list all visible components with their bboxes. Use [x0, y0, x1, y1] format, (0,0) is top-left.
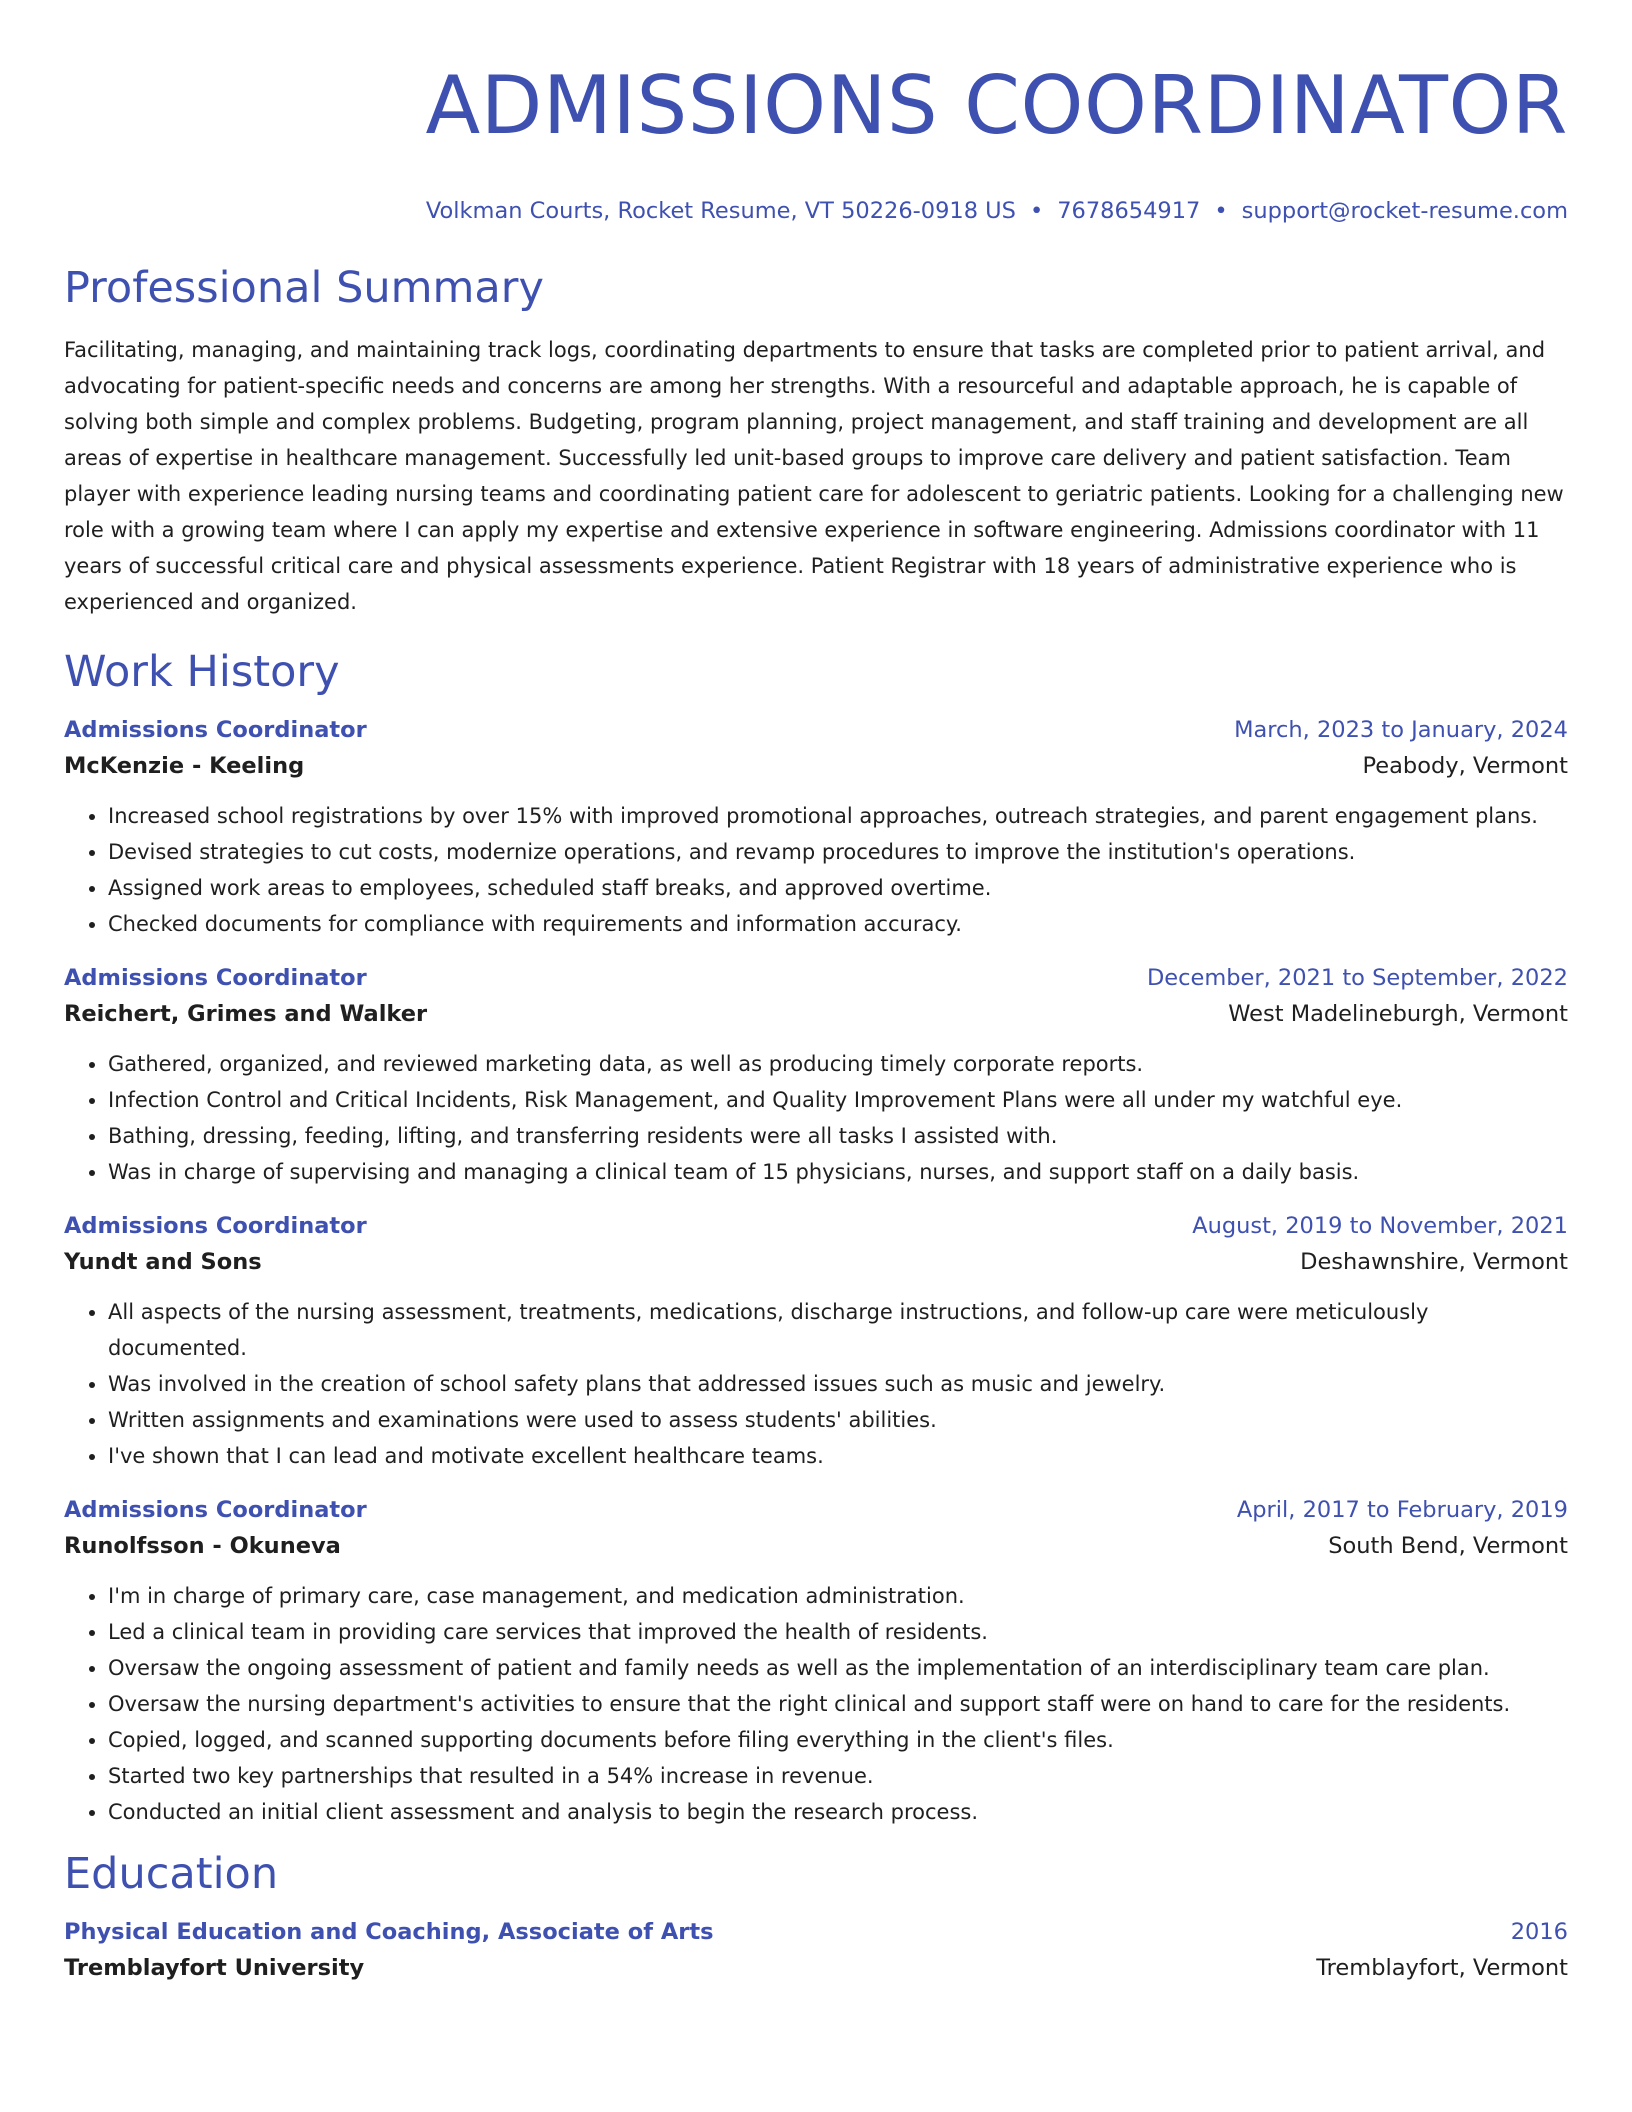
contact-line: [64, 196, 1568, 226]
job-company: McKenzie - Keeling: [64, 753, 305, 779]
job-bullet: • Increased school registrations by over 15% with improved promotional approaches, outreach strategies, and parent engagement plans.: [108, 798, 1568, 834]
job-company: Yundt and Sons: [64, 1249, 262, 1275]
job-bullet: • Started two key partnerships that resulted in a 54% increase in revenue.: [108, 1758, 1568, 1794]
job-bullets: [64, 1294, 1568, 1474]
job-entry: [64, 1492, 1568, 1830]
job-title: Admissions Coordinator: [64, 1497, 367, 1523]
summary-heading: Professional Summary: [64, 263, 544, 313]
job-bullet: • Written assignments and examinations were used to assess students' abilities.: [108, 1402, 1568, 1438]
summary-section: [64, 262, 1568, 620]
job-dates: December, 2021 to September, 2022: [1146, 965, 1568, 991]
contact-address: Volkman Courts, Rocket Resume, VT 50226-0918 US: [425, 198, 1016, 224]
education-school: Tremblayfort University: [64, 1955, 365, 1981]
job-bullet: • I've shown that I can lead and motivate excellent healthcare teams.: [108, 1438, 1568, 1474]
job-bullet: • Gathered, organized, and reviewed marketing data, as well as producing timely corporate reports.: [108, 1046, 1568, 1082]
job-company: Runolfsson - Okuneva: [64, 1533, 341, 1559]
education-entry: [64, 1914, 1568, 1986]
work-history-heading: Work History: [64, 647, 340, 697]
job-bullets: [64, 1046, 1568, 1190]
job-bullet: • Was involved in the creation of school safety plans that addressed issues such as music and jewelry.: [108, 1366, 1568, 1402]
job-location: West Madelineburgh, Vermont: [1228, 1001, 1568, 1027]
job-bullet: • Led a clinical team in providing care services that improved the health of residents.: [108, 1614, 1568, 1650]
resume-name: ADMISSIONS COORDINATOR: [425, 59, 1568, 152]
job-bullet: • Checked documents for compliance with requirements and information accuracy.: [108, 906, 1568, 942]
job-bullet: • Oversaw the nursing department's activities to ensure that the right clinical and support staff were on hand to care for the residents.: [108, 1686, 1568, 1722]
job-bullet: • Infection Control and Critical Incidents, Risk Management, and Quality Improvement Plans were all under my watchful eye.: [108, 1082, 1568, 1118]
job-list: [64, 712, 1568, 1830]
job-title: Admissions Coordinator: [64, 717, 367, 743]
job-bullet: • Copied, logged, and scanned supporting documents before filing everything in the client's files.: [108, 1722, 1568, 1758]
job-dates: March, 2023 to January, 2024: [1234, 717, 1568, 743]
job-company: Reichert, Grimes and Walker: [64, 1001, 428, 1027]
job-bullet: • Oversaw the ongoing assessment of patient and family needs as well as the implementation of an interdisciplinary team care plan.: [108, 1650, 1568, 1686]
job-location: Peabody, Vermont: [1362, 753, 1568, 779]
job-entry: [64, 1208, 1568, 1474]
contact-email[interactable]: support@rocket-resume.com: [1241, 198, 1568, 224]
education-degree: Physical Education and Coaching, Associate of Arts: [64, 1919, 714, 1945]
job-bullet: • Conducted an initial client assessment and analysis to begin the research process.: [108, 1794, 1568, 1830]
job-location: South Bend, Vermont: [1328, 1533, 1568, 1559]
contact-separator: •: [1029, 198, 1044, 224]
job-title: Admissions Coordinator: [64, 965, 367, 991]
work-history-section: [64, 646, 1568, 1830]
job-bullet: • Assigned work areas to employees, scheduled staff breaks, and approved overtime.: [108, 870, 1568, 906]
job-bullets: [64, 798, 1568, 942]
resume-header: [64, 58, 1568, 226]
contact-phone: 7678654917: [1057, 198, 1201, 224]
job-bullet: • I'm in charge of primary care, case management, and medication administration.: [108, 1578, 1568, 1614]
job-bullet: • All aspects of the nursing assessment, treatments, medications, discharge instructions, and follow-up care were meticulously documented.: [108, 1294, 1568, 1366]
job-bullets: [64, 1578, 1568, 1830]
education-year: 2016: [1510, 1919, 1568, 1945]
education-heading: Education: [64, 1849, 279, 1899]
job-entry: [64, 960, 1568, 1190]
summary-text: Facilitating, managing, and maintaining track logs, coordinating departments to ensure that tasks are completed prior to patient arrival, and advocating for patient-specific needs and concerns are among her strengths. With a resourceful and adaptable approach, he is capable of solving both simple and complex problems. Budgeting, program planning, project management, and staff training and development are all areas of expertise in healthcare management. Successfully led unit-based groups to improve care delivery and patient satisfaction. Team player with experience leading nursing teams and coordinating patient care for adolescent to geriatric patients. Looking for a challenging new role with a growing team where I can apply my expertise and extensive experience in software engineering. Admissions coordinator with 11 years of successful critical care and physical assessments experience. Patient Registrar with 18 years of administrative experience who is experienced and organized.: [64, 338, 1564, 614]
education-section: [64, 1848, 1568, 1986]
job-location: Deshawnshire, Vermont: [1300, 1249, 1568, 1275]
job-dates: August, 2019 to November, 2021: [1192, 1213, 1568, 1239]
job-entry: [64, 712, 1568, 942]
job-bullet: • Was in charge of supervising and managing a clinical team of 15 physicians, nurses, and support staff on a daily basis.: [108, 1154, 1568, 1190]
job-dates: April, 2017 to February, 2019: [1236, 1497, 1568, 1523]
contact-separator: •: [1214, 198, 1228, 224]
job-bullet: • Devised strategies to cut costs, modernize operations, and revamp procedures to improve the institution's operations.: [108, 834, 1568, 870]
job-bullet: • Bathing, dressing, feeding, lifting, and transferring residents were all tasks I assisted with.: [108, 1118, 1568, 1154]
education-location: Tremblayfort, Vermont: [1316, 1955, 1568, 1981]
job-title: Admissions Coordinator: [64, 1213, 367, 1239]
